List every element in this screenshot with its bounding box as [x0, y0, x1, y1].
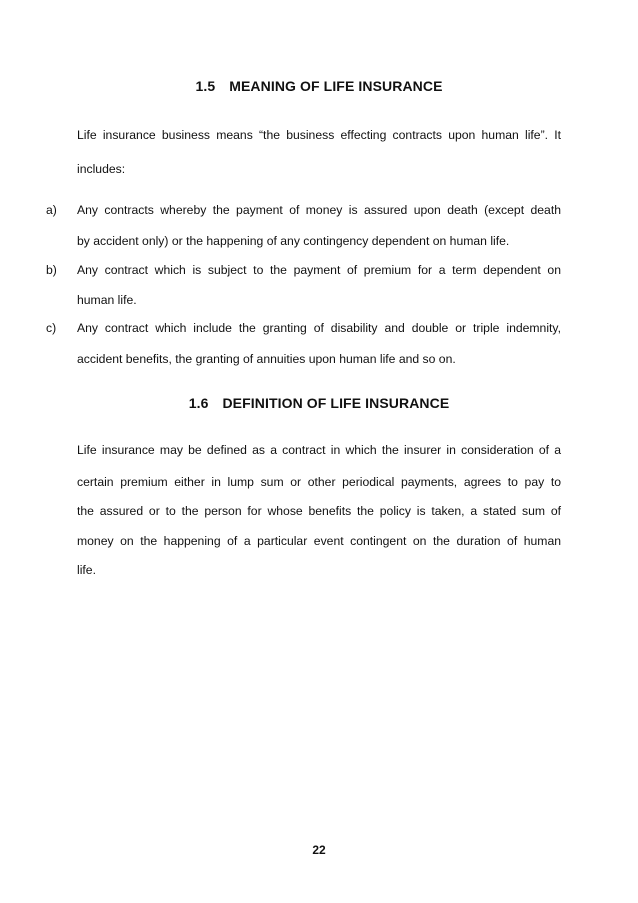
list-marker: a): [46, 203, 57, 217]
section-heading-1-6: [0, 395, 638, 411]
list-item-line: human life.: [77, 293, 137, 307]
section-number: 1.6: [188, 395, 209, 411]
list-marker: b): [46, 263, 57, 277]
list-item-line: Any contract which is subject to the payment of premium for a term dependent on: [77, 263, 561, 277]
paragraph-line: the assured or to the person for whose benefits the policy is taken, a stated sum of: [77, 504, 561, 518]
list-item-line: Any contracts whereby the payment of money is assured upon death (except death: [77, 203, 561, 217]
paragraph-line: life.: [77, 563, 96, 577]
paragraph-line: certain premium either in lump sum or other periodical payments, agrees to pay to: [77, 475, 561, 489]
section-title: DEFINITION OF LIFE INSURANCE: [222, 395, 450, 411]
section-title: MEANING OF LIFE INSURANCE: [229, 78, 443, 94]
paragraph-line: Life insurance business means “the business effecting contracts upon human life”. It: [77, 128, 561, 142]
section-number: 1.5: [195, 78, 216, 94]
section-heading-1-5: [0, 78, 638, 94]
list-item-line: by accident only) or the happening of any contingency dependent on human life.: [77, 234, 510, 248]
page-number: 22: [312, 843, 326, 857]
paragraph-line: money on the happening of a particular event contingent on the duration of human: [77, 534, 561, 548]
list-marker: c): [46, 321, 57, 335]
paragraph-line: includes:: [77, 162, 126, 176]
paragraph-line: Life insurance may be defined as a contract in which the insurer in consideration of a: [77, 443, 561, 457]
list-item-line: Any contract which include the granting of disability and double or triple indemnity,: [77, 321, 561, 335]
list-item-line: accident benefits, the granting of annuities upon human life and so on.: [77, 352, 456, 366]
